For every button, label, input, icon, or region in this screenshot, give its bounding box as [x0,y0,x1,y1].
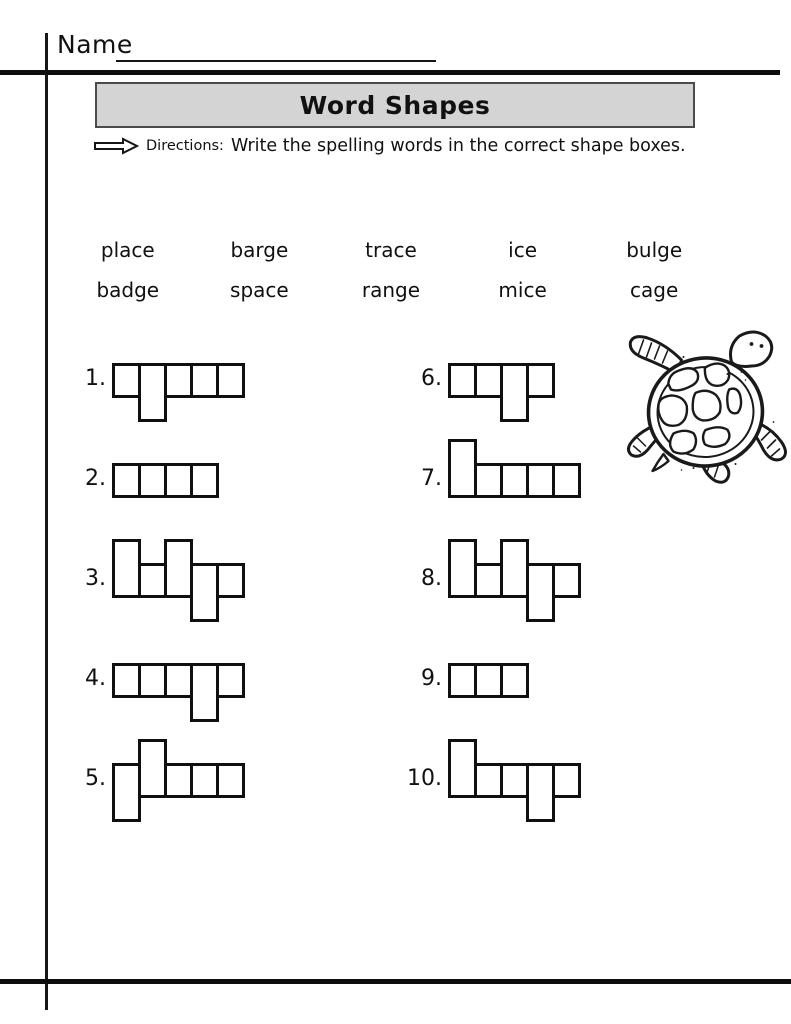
letter-box-normal[interactable] [216,763,245,798]
letter-box-normal[interactable] [190,363,219,398]
letter-box-normal[interactable] [190,463,219,498]
letter-box-normal[interactable] [138,563,167,598]
letter-box-ascender[interactable] [500,539,529,598]
letter-box-normal[interactable] [164,663,193,698]
letter-box-normal[interactable] [164,463,193,498]
worksheet-title: Word Shapes [95,82,695,128]
letter-box-normal[interactable] [500,663,529,698]
word-shape-9 [448,639,529,698]
letter-box-normal[interactable] [474,363,503,398]
letter-box-ascender[interactable] [448,539,477,598]
letter-box-descender[interactable] [190,663,219,722]
shape-number: 7. [421,466,442,491]
letter-box-ascender[interactable] [112,539,141,598]
word-bank-word: badge [96,278,160,302]
word-bank-row-2 [62,270,720,310]
word-shape-6 [448,339,555,422]
name-label: Name [57,30,133,59]
letter-box-normal[interactable] [474,463,503,498]
word-bank-word: bulge [626,238,683,262]
word-shape-7 [448,439,581,498]
letter-box-descender[interactable] [112,763,141,822]
letter-box-normal[interactable] [112,363,141,398]
word-bank-word: range [361,278,421,302]
letter-box-normal[interactable] [164,763,193,798]
word-shape-4 [112,639,245,722]
word-bank-word: space [230,278,289,302]
letter-box-normal[interactable] [216,563,245,598]
word-bank-word: barge [230,238,289,262]
word-shape-2 [112,439,219,498]
letter-box-normal[interactable] [138,463,167,498]
shape-number: 3. [85,566,106,591]
word-bank-word: ice [508,238,537,262]
word-shape-3 [112,539,245,622]
letter-box-normal[interactable] [190,763,219,798]
directions-row [93,136,686,156]
word-bank [62,230,720,310]
letter-box-normal[interactable] [138,663,167,698]
letter-box-descender[interactable] [526,563,555,622]
left-margin-rule [45,33,48,1010]
directions-label: Directions: [146,138,224,154]
word-shape-5 [112,739,245,822]
word-bank-word: trace [365,238,417,262]
letter-box-normal[interactable] [552,463,581,498]
shape-number: 4. [85,666,106,691]
bottom-divider-rule [0,979,791,984]
letter-box-normal[interactable] [526,363,555,398]
word-bank-row-1 [62,230,720,270]
letter-box-normal[interactable] [216,663,245,698]
letter-box-normal[interactable] [552,763,581,798]
letter-box-normal[interactable] [216,363,245,398]
letter-box-normal[interactable] [552,563,581,598]
word-shape-1 [112,339,245,422]
letter-box-ascender[interactable] [448,739,477,798]
letter-box-normal[interactable] [112,463,141,498]
letter-box-normal[interactable] [474,563,503,598]
letter-box-normal[interactable] [474,663,503,698]
letter-box-normal[interactable] [164,363,193,398]
shape-number: 1. [85,366,106,391]
turtle-clipart-image [622,328,790,486]
arrow-right-icon [93,136,139,156]
directions-text: Write the spelling words in the correct shape boxes. [230,136,686,156]
name-write-line[interactable] [116,36,436,62]
shape-number: 9. [421,666,442,691]
letter-box-normal[interactable] [448,363,477,398]
shape-number: 8. [421,566,442,591]
letter-box-normal[interactable] [474,763,503,798]
word-bank-word: mice [498,278,547,302]
letter-box-descender[interactable] [526,763,555,822]
letter-box-ascender[interactable] [138,739,167,798]
letter-box-ascender[interactable] [164,539,193,598]
letter-box-descender[interactable] [500,363,529,422]
shape-number: 10. [407,766,442,791]
letter-box-normal[interactable] [526,463,555,498]
letter-box-normal[interactable] [500,463,529,498]
shape-number: 6. [421,366,442,391]
shape-number: 5. [85,766,106,791]
letter-box-ascender[interactable] [448,439,477,498]
shape-number: 2. [85,466,106,491]
top-divider-rule [0,70,780,75]
word-bank-word: cage [630,278,679,302]
word-shape-10 [448,739,581,822]
letter-box-normal[interactable] [448,663,477,698]
word-bank-word: place [100,238,155,262]
letter-box-descender[interactable] [138,363,167,422]
letter-box-normal[interactable] [500,763,529,798]
word-shape-8 [448,539,581,622]
letter-box-normal[interactable] [112,663,141,698]
letter-box-descender[interactable] [190,563,219,622]
